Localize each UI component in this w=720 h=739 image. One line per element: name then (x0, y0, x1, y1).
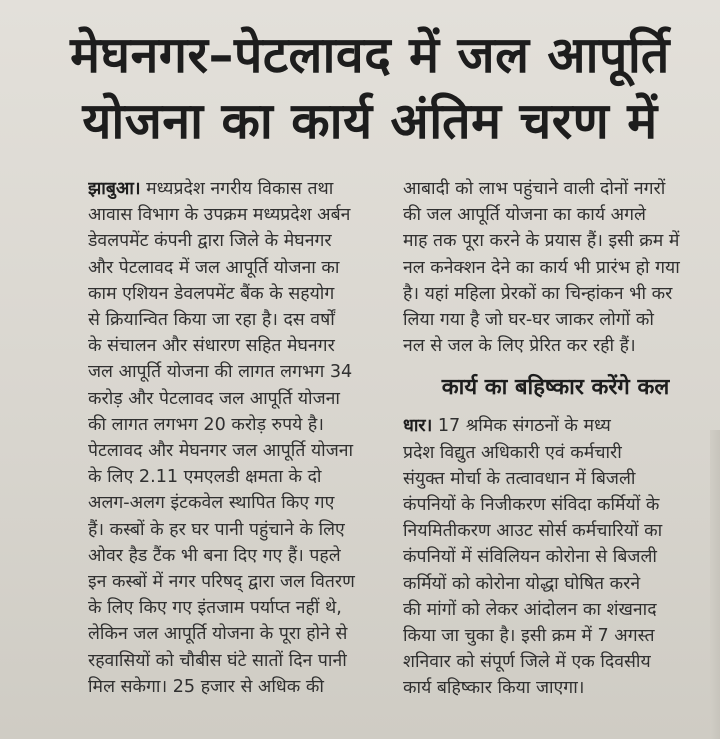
second-article-headline: कार्य का बहिष्कार करेंगे कल (441, 375, 670, 401)
body-line: हैं। कस्बों के हर घर पानी पहुंचाने के लिए (88, 519, 345, 540)
body-line: करोड़ और पेटलावद जल आपूर्ति योजना (88, 388, 340, 409)
body-line: किया जा चुका है। इसी क्रम में 7 अगस्त (403, 626, 655, 647)
body-line: के लिए किए गए इंतजाम पर्याप्त नहीं थे, (88, 598, 342, 619)
body-line: और पेटलावद में जल आपूर्ति योजना का (88, 257, 340, 278)
body-line: ओवर हैड टैंक भी बना दिए गए हैं। पहले (88, 545, 341, 566)
body-line: लिया गया है जो घर-घर जाकर लोगों को (403, 310, 654, 331)
body-line: है। यहां महिला प्रेरकों का चिन्हांकन भी कर (403, 283, 673, 304)
body-line: कंपनियों के निजीकरण संविदा कर्मियों के (403, 495, 660, 516)
body-line: डेवलपमेंट कंपनी द्वारा जिले के मेघनगर (88, 231, 332, 252)
body-line: की लागत लगभग 20 करोड़ रुपये है। (88, 414, 324, 435)
body-line: लेकिन जल आपूर्ति योजना के पूरा होने से (88, 624, 348, 645)
body-line: के लिए 2.11 एमएलडी क्षमता के दो (88, 467, 322, 488)
right-column (403, 176, 708, 702)
body-line: कंपनियों में संविलियन कोरोना से बिजली (403, 547, 657, 568)
headline-line-1: मेघनगर–पेटलावद में जल आपूर्ति (70, 26, 670, 84)
body-line: के संचालन और संधारण सहित मेघनगर (88, 336, 335, 357)
page-edge-shadow (710, 430, 720, 739)
body-line: आबादी को लाभ पहुंचाने वाली दोनों नगरों (403, 179, 666, 199)
body-line: नल से जल के लिए प्रेरित कर रही हैं। (403, 336, 636, 357)
body-line: जल आपूर्ति योजना की लागत लगभग 34 (88, 362, 353, 383)
body-line: शनिवार को संपूर्ण जिले में एक दिवसीय (403, 652, 651, 673)
headline (40, 22, 700, 154)
left-column (88, 176, 391, 700)
body-line: कर्मियों को कोरोना योद्धा घोषित करने (403, 573, 641, 594)
body-line: आवास विभाग के उपक्रम मध्यप्रदेश अर्बन (88, 205, 351, 226)
second-dateline: धार। (403, 416, 433, 437)
body-line: कार्य बहिष्कार किया जाएगा। (403, 678, 585, 699)
dateline: झाबुआ। (88, 179, 141, 199)
body-line: धार। 17 श्रमिक संगठनों के मध्य (403, 416, 611, 437)
body-line: संयुक्त मोर्चा के तत्वावधान में बिजली (403, 468, 636, 489)
body-line: की मांगों को लेकर आंदोलन का शंखनाद (403, 599, 657, 620)
body-line: झाबुआ। मध्यप्रदेश नगरीय विकास तथा (88, 179, 334, 199)
body-line: काम एशियन डेवलपमेंट बैंक के सहयोग (88, 283, 335, 304)
body-line: की जल आपूर्ति योजना का कार्य अगले (403, 205, 646, 226)
body-line: इन कस्बों में नगर परिषद् द्वारा जल वितरण (88, 572, 355, 593)
body-line: रहवासियों को चौबीस घंटे सातों दिन पानी (88, 650, 347, 671)
body-line: माह तक पूरा करने के प्रयास हैं। इसी क्रम में (403, 231, 680, 252)
body-line: से क्रियान्वित किया जा रहा है। दस वर्षों (88, 310, 335, 331)
body-line: नियमितीकरण आउट सोर्स कर्मचारियों का (403, 521, 663, 542)
body-line: प्रदेश विद्युत अधिकारी एवं कर्मचारी (403, 442, 622, 463)
body-line: नल कनेक्शन देने का कार्य भी प्रारंभ हो गया (403, 257, 680, 278)
body-line: मिल सकेगा। 25 हजार से अधिक की (88, 676, 324, 697)
body-line: अलग-अलग इंटकवेल स्थापित किए गए (88, 493, 335, 514)
headline-line-2: योजना का कार्य अंतिम चरण में (82, 92, 658, 150)
body-line: पेटलावद और मेघनगर जल आपूर्ति योजना (88, 441, 354, 462)
